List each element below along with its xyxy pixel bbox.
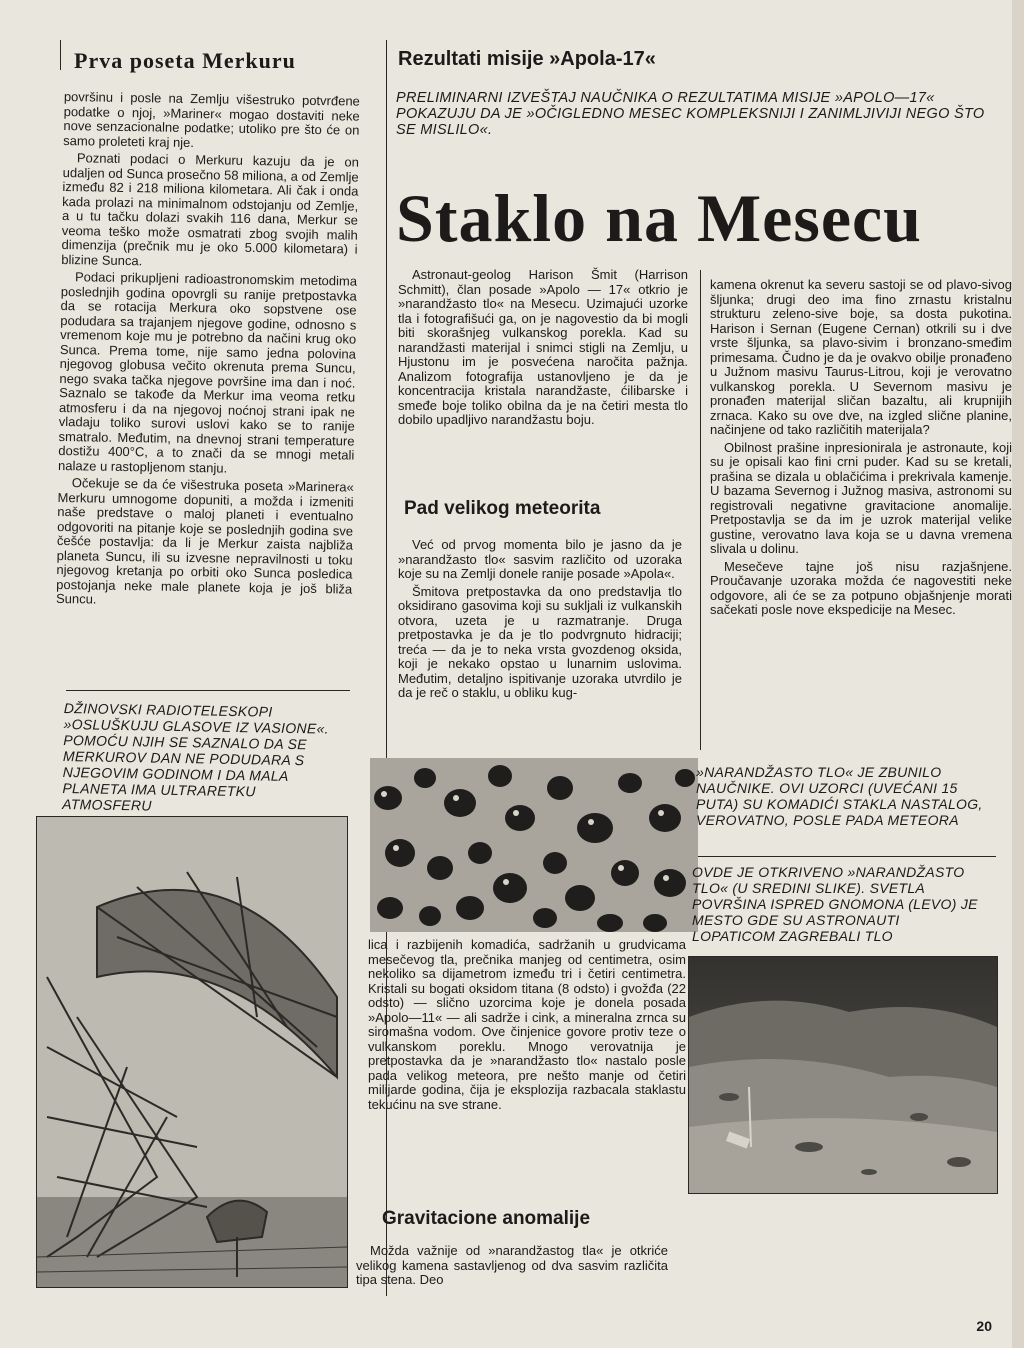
left-paragraph: Podaci prikupljeni radioastronomskim metodima poslednjih godina opovrgli su ranije pretpostavka da se rotacija Merkura oko sopstvene ose podudara sa trajanjem njegove godine, odnosno s vremenom koje mu je potrebno da načini krug oko Sunca. Prema tome, nije samo jedna polovina njegovog globusa večito okrenuta prema Suncu, nego svaka tačka njegove površine ima dan i noć. Saznalo se takođe da Merkur ima veoma retku atmosferu i da na njegovoj noćnoj strani ipak ne vladaju toliko surovi uslovi kako se to ranije smatralo. Međutim, na dnevnoj strani temperature dostižu 400°C, a to znači da se mnogi metali nalaze u rastopljenom stanju. xyxy=(57,269,358,476)
left-article-body xyxy=(56,90,360,614)
glass-beads-photo xyxy=(370,758,698,932)
right-paragraph: Obilnost prašine inpresionirala je astronaute, koji su je opisali kao fini crni puder. Kad su se kretali, prašina se dizala u oblačićima i prekrivala kamenje. U bazama Severnog i Južnog masiva, astronomi su registrovali negativne gravitacione anomalije. Pretpostavlja se da im je uzrok materijal velike gustine, verovatno lava koja se u davna vremena slivala u dolinu. xyxy=(710,439,1012,556)
meteorite-column xyxy=(398,538,682,704)
gravity-paragraph: Možda važnije od »narandžastog tla« je otkriće velikog kamena sastavljenog od dva sasvim različita tipa stena. Deo xyxy=(356,1243,668,1287)
glass-caption: »NARANDŽASTO TLO« JE ZBUNILO NAUČNIKE. OVI UZORCI (UVEĆANI 15 PUTA) SU KOMADIĆI STAKLA NASTALOG, VEROVATNO, POSLE PADA METEORA xyxy=(696,764,983,828)
right-paragraph: Mesečeve tajne još nisu razjašnjene. Proučavanje uzoraka možda će nagovestiti neke odgovore, ali će se za potpuno objašnjenje morati sačekati posle nove ekspedicije na Mesec. xyxy=(710,558,1012,617)
caption-rule-left xyxy=(66,690,350,691)
left-paragraph: Poznati podaci o Merkuru kazuju da je on udaljen od Sunca prosečno 58 miliona, a od Zemlje između 82 i 218 miliona kilometara. Ali čak i onda kada prolazi na minimalnom odstojanju od Zemlje, a u tu tačku dolazi svakih 116 dana, Merkur se veoma teško može osmatrati zbog svojih malih dimenzija (prečnik mu je oko 5.000 kilometara) i blizine Sunca. xyxy=(61,150,360,268)
meteorite-paragraph: Šmitova pretpostavka da ono predstavlja tlo oksidirano gasovima koji su sukljali iz vulkanskih otvora, uzeta je u razmatranje. Druga pretpostavka je da je tlo podvrgnuto hidraciji; treća — da je to neka vrsta gvozdenog oksida, koji je nekako opstao u lunarnim uslovima. Međutim, detaljno ispitivanje uzoraka utvrdilo je da je reč o staklu, u obliku kug- xyxy=(398,583,682,700)
section-title-gravity: Gravitacione anomalije xyxy=(382,1208,591,1229)
main-article-kicker: Rezultati misije »Apola-17« xyxy=(398,48,656,70)
column-divider-right xyxy=(700,270,701,750)
left-paragraph: Očekuje se da će višestruka poseta »Marinera« Merkuru umnogome dopuniti, a možda i izmeniti naše predstave o maloj planeti i eventualno odgovoriti na pitanje koje se poslednjih godina sve češće postavlja: da li je Merkur zaista najbliža planeta Suncu, ili su izvesne nepravilnosti u toku njegovog kretanja po orbiti oko Sunca posledica postojanja neke male planete koja je još bliža Suncu. xyxy=(55,475,354,607)
left-article-title: Prva poseta Merkuru xyxy=(74,48,296,73)
meteorite-paragraph: Već od prvog momenta bilo je jasno da je »narandžasto tlo« sasvim različito od uzoraka koje su na Zemlji donele ranije posade »Apola«. xyxy=(398,537,682,581)
glass-beads-image xyxy=(370,758,698,932)
page-number: 20 xyxy=(976,1318,992,1334)
moon-surface-photo xyxy=(688,956,998,1194)
section-title-meteorite: Pad velikog meteorita xyxy=(404,498,601,519)
main-article-headline: Staklo na Mesecu xyxy=(396,180,922,256)
gravity-column xyxy=(356,1244,668,1291)
continuation-column xyxy=(368,938,686,1115)
moon-caption: OVDE JE OTKRIVENO »NARANDŽASTO TLO« (U SREDINI SLIKE). SVETLA POVRŠINA ISPRED GNOMONA (LEVO) JE MESTO GDE SU ASTRONAUTI LOPATICOM ZAGREBALI TLO xyxy=(692,864,978,944)
intro-paragraph: Astronaut-geolog Harison Šmit (Harrison Schmitt), član posade »Apolo — 17« otkrio je »narandžasto tlo« na Mesecu. Uzimajući uzorke tla i fotografišući ga, on je nagovestio da bi mogli biti skorašnjeg vulkanskog porekla. Kad su narandžasti materijal i snimci stigli na Zemlju, u Hjustonu im je posvećena naročita pažnja. Analizom fotografija ustanovljeno je da je koncentracija kristala narandžaste, ćilibarske i smeđe boje toliko obilna da je na četiri mesta tlo dobilo upadljivo narandžastu boju. xyxy=(398,267,688,427)
intro-column xyxy=(398,268,688,431)
radiotelescope-caption: DŽINOVSKI RADIOTELESKOPI »OSLUŠKUJU GLASOVE IZ VASIONE«. POMOĆU NJIH SE SAZNALO DA SE MERKUROV DAN NE PODUDARA S NJEGOVIM GODINOM I DA MALA PLANETA IMA ULTRARETKU ATMOSFERU xyxy=(62,700,329,814)
moon-surface-image xyxy=(689,957,997,1193)
radiotelescope-photo xyxy=(36,816,348,1288)
column-divider-left-outer xyxy=(60,40,61,70)
caption-rule-right xyxy=(690,856,996,857)
radiotelescope-image xyxy=(37,817,347,1287)
left-paragraph: površinu i posle na Zemlju višestruko potvrđene podatke o njoj, »Mariner« mogao dostaviti neke nove senzacionalne podatke; utoliko pre što će on samo proleteti kraj nje. xyxy=(63,89,360,150)
right-column xyxy=(710,278,1012,621)
continuation-paragraph: lica i razbijenih komadića, sadržanih u grudvicama mesečevog tla, prečnika manjeg od centimetra, osim nekoliko sa dijametrom između tri i četiri centimetra. Kristali su bogati oksidom titana (8 odsto) i gvožđa (22 odsto) — slično uzorcima koje je donela posada »Apolo—11« — ali sadrže i cink, a mineralna zrnca su siromašna vodom. Ove činjenice govore protiv teze o vulkanskom poreklu. Mnogo verovatnija je pretpostavka da je »narandžasto tlo« nastalo posle pada velikog meteora, pre nešto manje od četiri milijarde godina, čija je eksplozija razbacala staklastu tekućinu na sve strane. xyxy=(368,937,686,1112)
right-paragraph: kamena okrenut ka severu sastoji se od plavo-sivog šljunka; drugi deo ima fino zrnastu kristalnu strukturu zeleno-sive boje, sa dosta pukotina. Harison i Sernan (Eugene Cernan) otkrili su i dve vrste šljunka, sa plavo-sivim i bronzano-smeđim primesama. Čudno je da je ovakvo obilje pronađeno u Južnom masivu Taurus-Litrou, koji je verovatno vulkanskog porekla. U Severnom masivu je pronađen materijal sličan bazaltu, ali krupnijih zrnaca. Kako su ove dve, na izgled slične planine, načinjene od tako različitih materijala? xyxy=(710,277,1012,437)
main-article-subhead: PRELIMINARNI IZVEŠTAJ NAUČNIKA O REZULTATIMA MISIJE »APOLO—17« POKAZUJU DA JE »OČIGLEDNO MESEC KOMPLEKSNIJI I ZANIMLJIVIJI NEGO ŠTO SE MISLILO«. xyxy=(396,90,985,138)
